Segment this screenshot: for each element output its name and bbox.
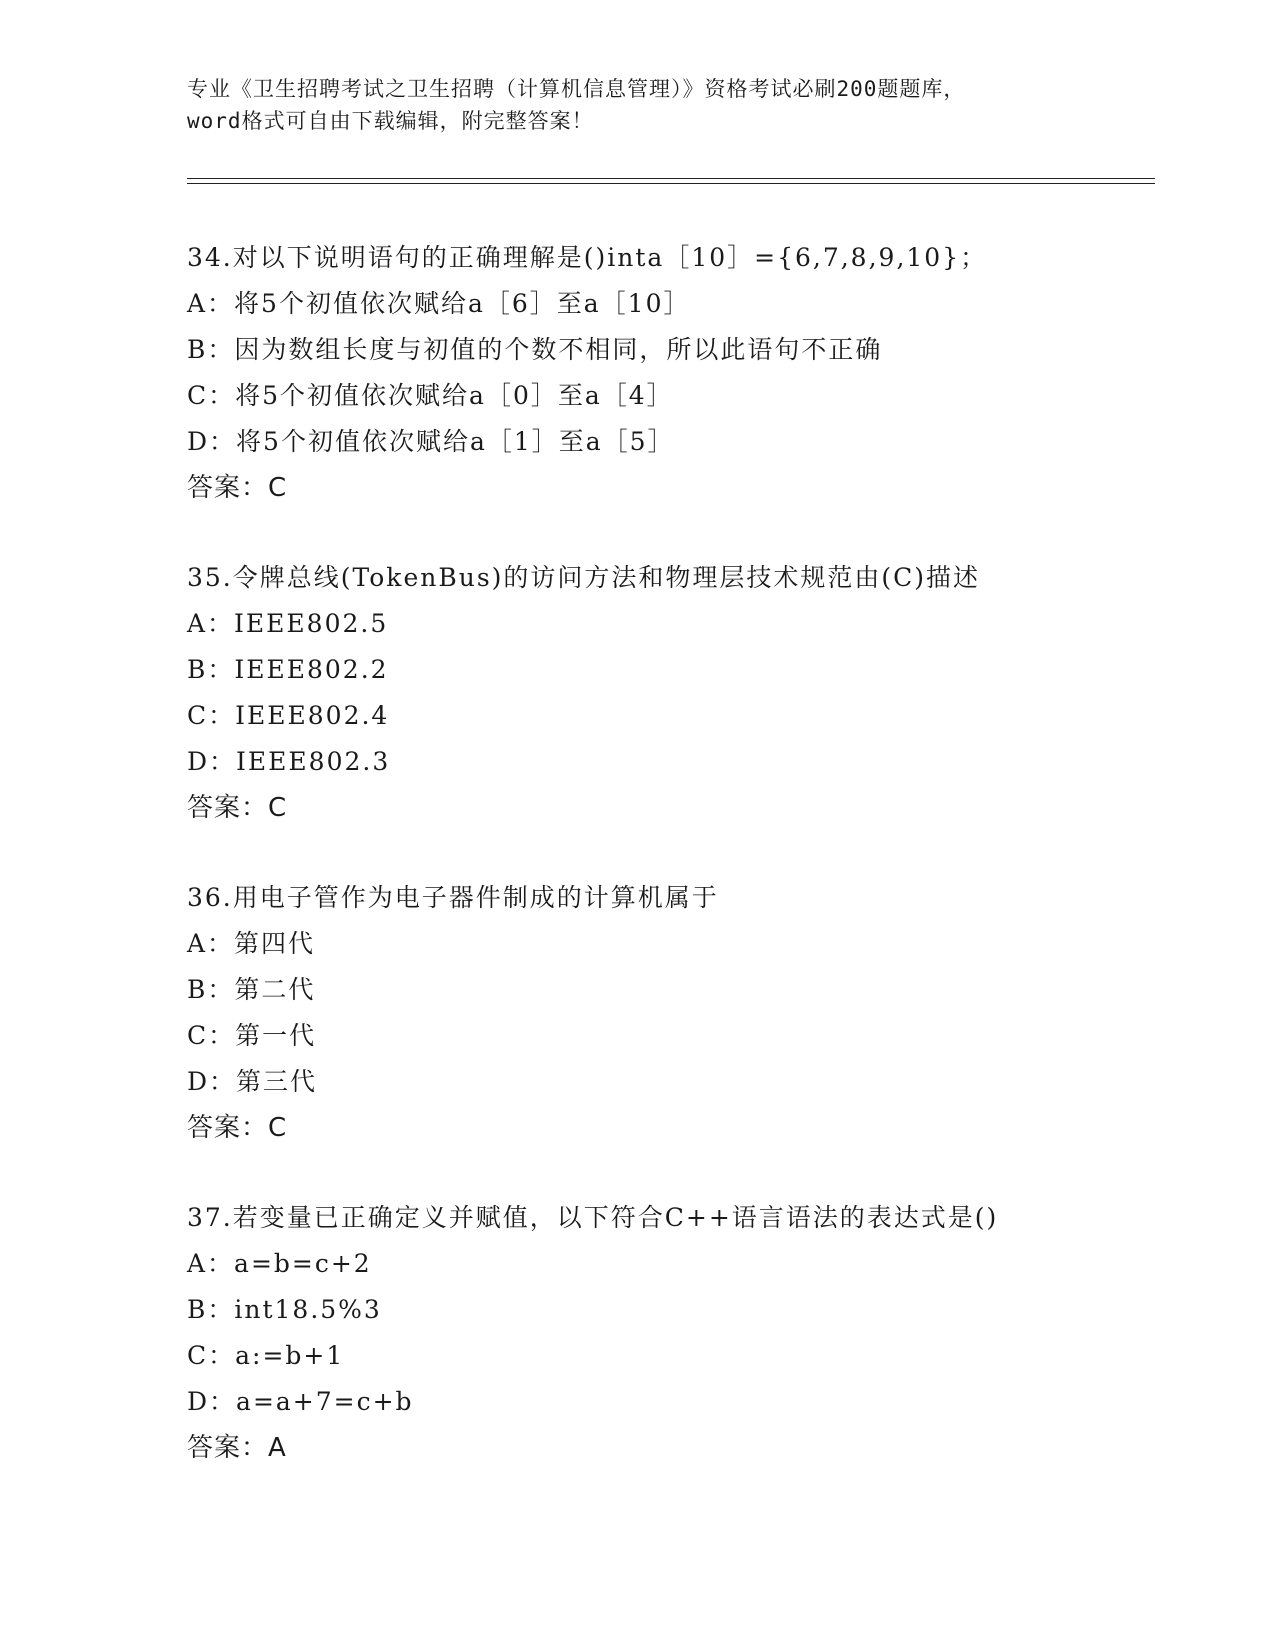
question-stem: 37.若变量已正确定义并赋值，以下符合C++语言语法的表达式是() bbox=[187, 1203, 999, 1232]
document-header bbox=[187, 73, 1087, 137]
option-a: A：第四代 bbox=[187, 929, 316, 958]
question-35 bbox=[187, 555, 1147, 831]
header-divider-bottom bbox=[187, 183, 1155, 184]
option-a: A：a=b=c+2 bbox=[187, 1249, 372, 1278]
option-b: B：因为数组长度与初值的个数不相同，所以此语句不正确 bbox=[187, 335, 883, 364]
option-c: C：IEEE802.4 bbox=[187, 701, 390, 730]
header-line-2: word格式可自由下载编辑，附完整答案！ bbox=[187, 109, 594, 133]
question-stem: 36.用电子管作为电子器件制成的计算机属于 bbox=[187, 883, 719, 912]
option-d: D：将5个初值依次赋给a［1］至a［5］ bbox=[187, 427, 675, 456]
option-a: A：IEEE802.5 bbox=[187, 609, 389, 638]
question-stem: 34.对以下说明语句的正确理解是()inta［10］={6,7,8,9,10}； bbox=[187, 243, 988, 272]
option-b: B：int18.5%3 bbox=[187, 1295, 382, 1324]
option-d: D：第三代 bbox=[187, 1067, 318, 1096]
option-d: D：IEEE802.3 bbox=[187, 747, 391, 776]
document-page bbox=[187, 0, 1157, 1650]
option-c: C：a:=b+1 bbox=[187, 1341, 345, 1370]
question-34 bbox=[187, 235, 1147, 511]
option-b: B：第二代 bbox=[187, 975, 316, 1004]
option-c: C：第一代 bbox=[187, 1021, 317, 1050]
option-a: A：将5个初值依次赋给a［6］至a［10］ bbox=[187, 289, 691, 318]
answer-line: 答案：C bbox=[187, 793, 288, 823]
question-36 bbox=[187, 875, 1147, 1151]
answer-line: 答案：A bbox=[187, 1433, 287, 1463]
answer-line: 答案：C bbox=[187, 1113, 288, 1143]
option-d: D：a=a+7=c+b bbox=[187, 1387, 414, 1416]
answer-line: 答案：C bbox=[187, 473, 288, 503]
option-b: B：IEEE802.2 bbox=[187, 655, 389, 684]
question-37 bbox=[187, 1195, 1147, 1471]
header-divider-top bbox=[187, 178, 1155, 179]
question-stem: 35.令牌总线(TokenBus)的访问方法和物理层技术规范由(C)描述 bbox=[187, 563, 981, 592]
header-line-1: 专业《卫生招聘考试之卫生招聘（计算机信息管理）》资格考试必刷200题题库， bbox=[187, 77, 966, 101]
option-c: C：将5个初值依次赋给a［0］至a［4］ bbox=[187, 381, 674, 410]
